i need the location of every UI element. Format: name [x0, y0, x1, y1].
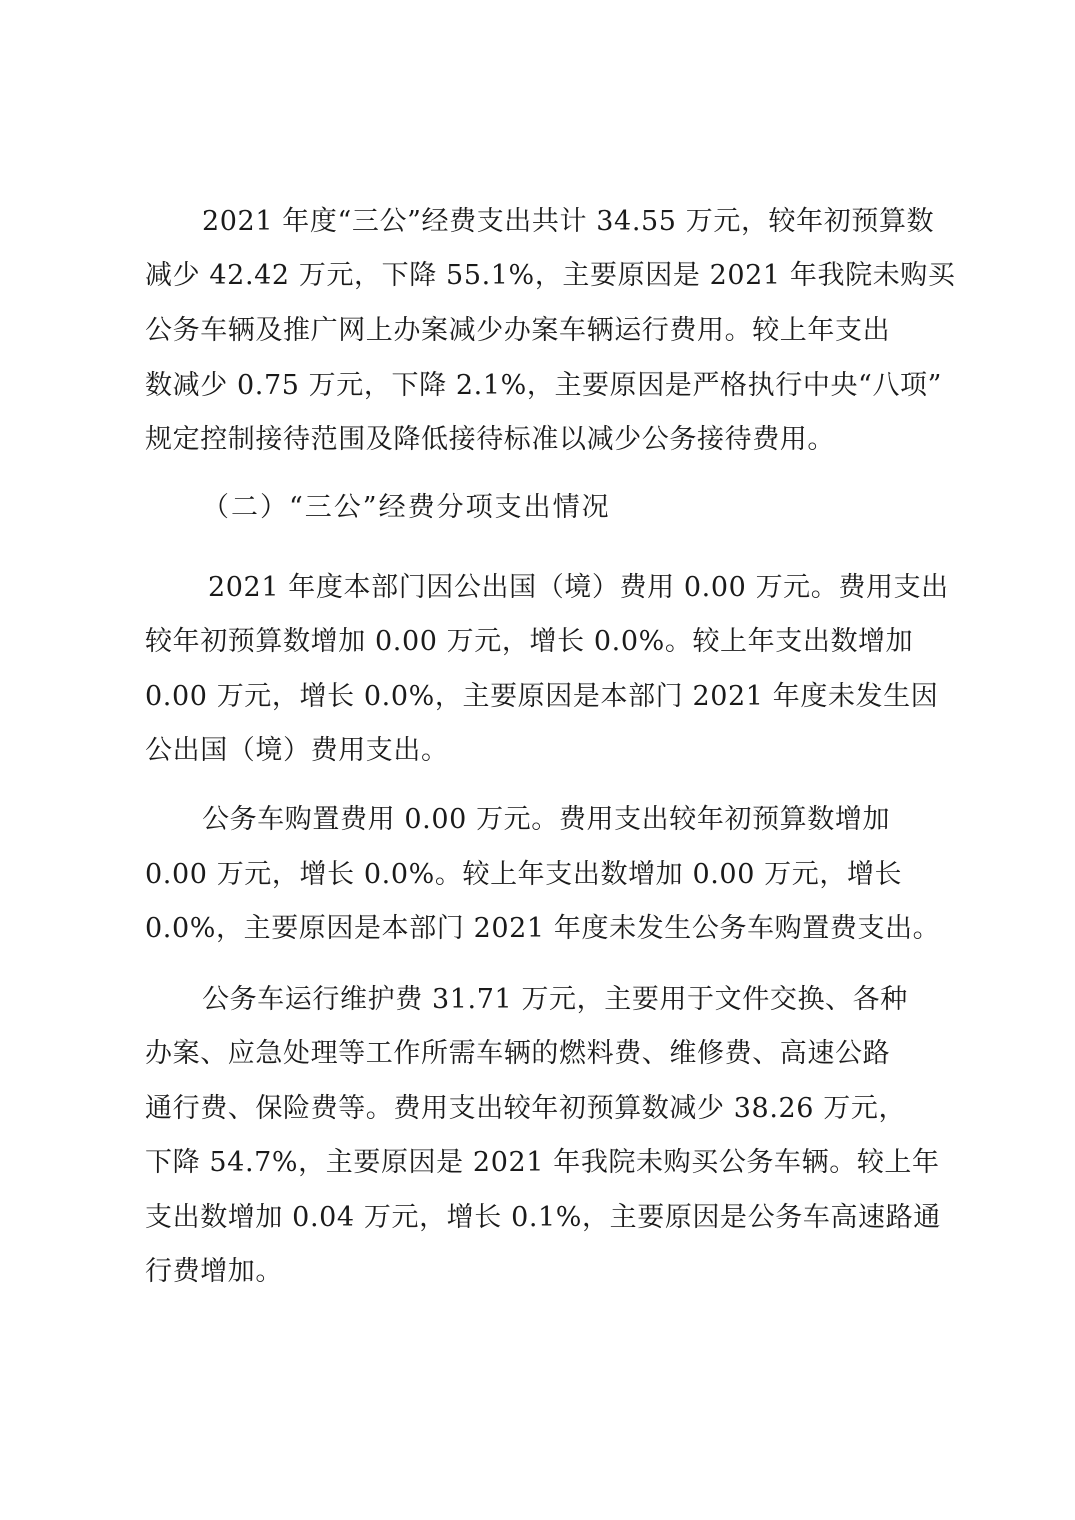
- section-heading: （二）“三公”经费分项支出情况: [202, 492, 611, 523]
- paragraph-1-line-2: 减少 42.42 万元，下降 55.1%，主要原因是 2021 年我院未购买: [145, 260, 956, 291]
- paragraph-1-line-1: 2021 年度“三公”经费支出共计 34.55 万元，较年初预算数: [202, 206, 935, 237]
- paragraph-3-line-1: 公务车购置费用 0.00 万元。费用支出较年初预算数增加: [202, 804, 891, 835]
- paragraph-3-line-2: 0.00 万元，增长 0.0%。较上年支出数增加 0.00 万元，增长: [145, 859, 903, 890]
- paragraph-1-line-4: 数减少 0.75 万元，下降 2.1%，主要原因是严格执行中央“八项”: [145, 370, 943, 401]
- paragraph-4-line-5: 支出数增加 0.04 万元，增长 0.1%，主要原因是公务车高速路通: [145, 1202, 941, 1233]
- paragraph-1-line-5: 规定控制接待范围及降低接待标准以减少公务接待费用。: [145, 424, 835, 455]
- paragraph-4-line-6: 行费增加。: [145, 1256, 283, 1287]
- paragraph-3-line-3: 0.0%，主要原因是本部门 2021 年度未发生公务车购置费支出。: [145, 913, 941, 944]
- paragraph-2-line-4: 公出国（境）费用支出。: [145, 735, 449, 766]
- paragraph-4-line-1: 公务车运行维护费 31.71 万元，主要用于文件交换、各种: [202, 984, 908, 1015]
- paragraph-4-line-2: 办案、应急处理等工作所需车辆的燃料费、维修费、高速公路: [145, 1038, 891, 1069]
- paragraph-2-line-2: 较年初预算数增加 0.00 万元，增长 0.0%。较上年支出数增加: [145, 626, 914, 657]
- paragraph-1-line-3: 公务车辆及推广网上办案减少办案车辆运行费用。较上年支出: [145, 315, 891, 346]
- paragraph-4-line-4: 下降 54.7%，主要原因是 2021 年我院未购买公务车辆。较上年: [145, 1147, 940, 1178]
- paragraph-2-line-1: 2021 年度本部门因公出国（境）费用 0.00 万元。费用支出: [208, 572, 949, 603]
- paragraph-2-line-3: 0.00 万元，增长 0.0%，主要原因是本部门 2021 年度未发生因: [145, 681, 939, 712]
- paragraph-4-line-3: 通行费、保险费等。费用支出较年初预算数减少 38.26 万元，: [145, 1093, 907, 1124]
